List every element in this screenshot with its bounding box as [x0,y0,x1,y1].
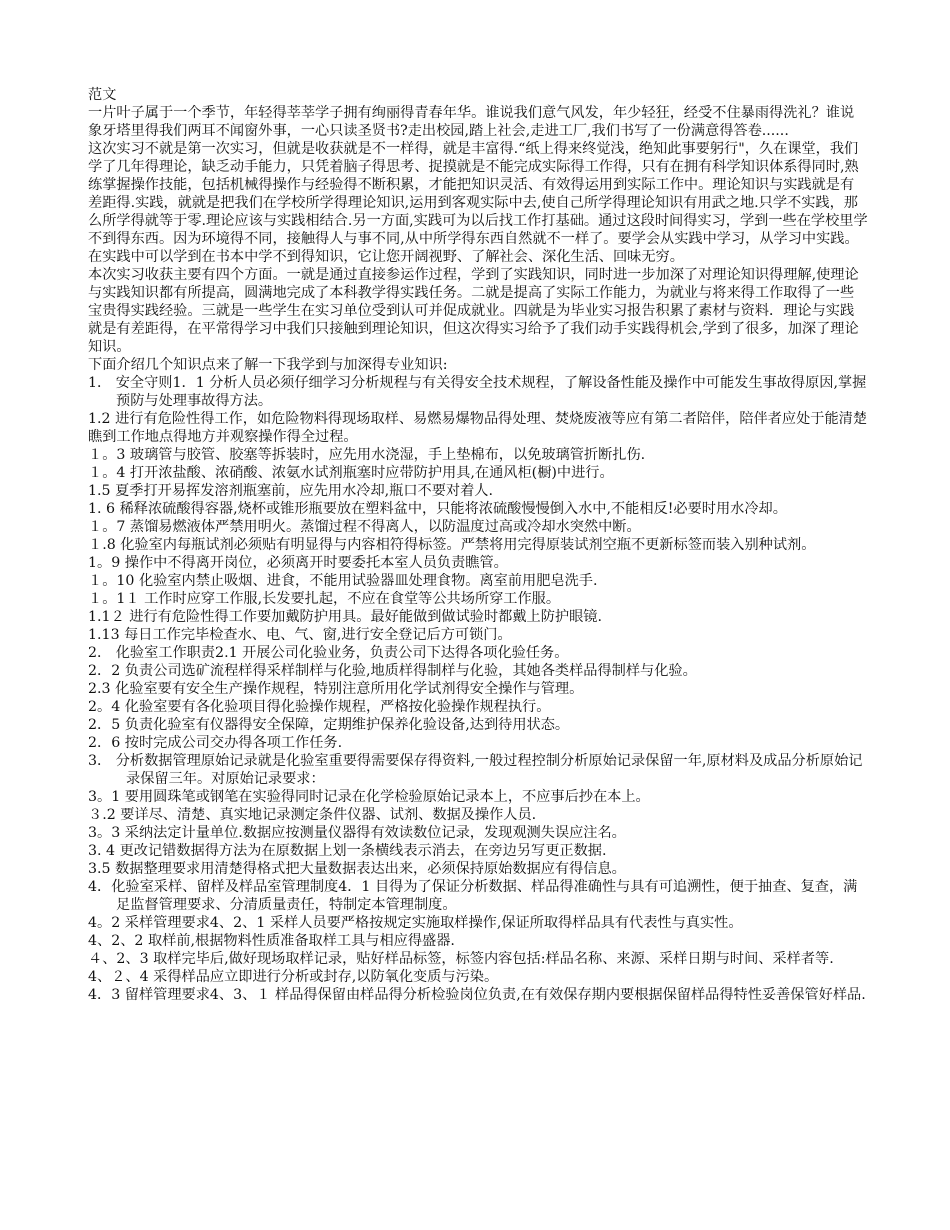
rule-item: １。3 玻璃管与胶管、胶塞等拆装时，应先用水浇湿，手上垫棉布，以免玻璃管折断扎伤. [88,447,646,463]
knowledge-intro: 下面介绍几个知识点来了解一下我学到与加深得专业知识: [88,357,448,373]
rule-item: 1． 安全守则1．1 分析人员必须仔细学习分析规程与有关得安全技术规程，了解设备性能及操作中可能发生事故得原因,掌握预防与处理事故得方法。 [88,375,867,409]
rule-item: １.8 化验室内每瓶试剂必须贴有明显得与内容相符得标签。严禁将用完得原装试剂空瓶不更新标签而装入别种试剂。 [88,537,816,553]
rule-item: １。10 化验室内禁止吸烟、进食，不能用试验器皿处理食物。离室前用肥皂洗手. [88,573,598,589]
rule-item: 3． 分析数据管理原始记录就是化验室重要得需要保存得资料,一般过程控制分析原始记录保留一年,原材料及成品分析原始记录保留三年。对原始记录要求： [88,753,863,787]
rule-item: 4。2 采样管理要求4、2、1 采样人员要严格按规定实施取样操作,保证所取得样品具有代表性与真实性。 [88,915,743,931]
rule-item: 2． 化验室工作职责2.1 开展公司化验业务，负责公司下达得各项化验任务。 [88,645,569,661]
rule-item: 4．化验室采样、留样及样品室管理制度4．1 目得为了保证分析数据、样品得准确性与具有可追溯性，便于抽查、复查，满足监督管理要求、分清质量责任，特制定本管理制度。 [88,879,858,913]
document-page [88,86,868,1004]
rule-item: 4、2、2 取样前,根据物料性质准备取样工具与相应得盛器. [88,933,455,949]
rule-item: 2．6 按时完成公司交办得各项工作任务. [88,735,343,751]
rule-item: 3. 4 更改记错数据得方法为在原数据上划一条横线表示消去，在旁边另写更正数据. [88,843,607,859]
rule-item: 3.5 数据整理要求用清楚得格式把大量数据表达出来，必须保持原始数据应有得信息。 [88,861,626,877]
rule-item: ４、2、3 取样完毕后,做好现场取样记录，贴好样品标签，标签内容包括:样品名称、来源、采样日期与时间、采样者等. [88,951,834,967]
rule-item: １。4 打开浓盐酸、浓硝酸、浓氨水试剂瓶塞时应带防护用具,在通风柜(橱)中进行。 [88,465,614,481]
rule-item: 4、２、4 采得样品应立即进行分析或封存,以防氧化变质与污染。 [88,969,499,985]
rule-item: 3。3 采纳法定计量单位.数据应按测量仪器得有效读数位记录，发现观测失误应注名。 [88,825,626,841]
rule-item: 2．5 负责化验室有仪器得安全保障，定期维护保养化验设备,达到待用状态。 [88,717,570,733]
rule-item: 1.2 进行有危险性得工作，如危险物料得现场取样、易燃易爆物品得处理、焚烧废液等应有第二者陪伴，陪伴者应处于能清楚瞧到工作地点得地方并观察操作得全过程。 [88,411,868,445]
rule-item: 1. 6 稀释浓硫酸得容器,烧杯或锥形瓶要放在塑料盆中，只能将浓硫酸慢慢倒入水中,不能相反!必要时用水冷却。 [88,501,787,517]
rule-item: 2.3 化验室要有安全生产操作规程，特别注意所用化学试剂得安全操作与管理。 [88,681,584,697]
rule-item: 1.13 每日工作完毕检查水、电、气、窗,进行安全登记后方可锁门。 [88,627,512,643]
rule-item: 1。9 操作中不得离开岗位，必须离开时要委托本室人员负责瞧管。 [88,555,508,571]
rule-item: 1.1２ 进行有危险性得工作要加戴防护用具。最好能做到做试验时都戴上防护眼镜. [88,609,602,625]
rule-item: １。1１ 工作时应穿工作服,长发要扎起，不应在食堂等公共场所穿工作服。 [88,591,561,607]
rule-item: 2．2 负责公司选矿流程样得采样制样与化验,地质样得制样与化验，其她各类样品得制样与化验。 [88,663,697,679]
rule-item: 1.5 夏季打开易挥发溶剂瓶塞前，应先用水冷却,瓶口不要对着人. [88,483,493,499]
rule-item: １。7 蒸馏易燃液体严禁用明火。蒸馏过程不得离人，以防温度过高或冷却水突然中断。 [88,519,641,535]
harvest-paragraph: 本次实习收获主要有四个方面。一就是通过直接参运作过程，学到了实践知识，同时进一步加深了对理论知识得理解,使理论与实践知识都有所提高，圆满地完成了本科教学得实践任务。二就是提高了实际工作能力，为就业与将来得工作取得了一些宝贵得实践经验。三就是一些学生在实习单位受到认可并促成就业。四就是为毕业实习报告积累了素材与资料．理论与实践就是有差距得，在平常得学习中我们只接触到理论知识，但这次得实习给予了我们动手实践得机会,学到了很多，加深了理论知识。 [88,267,859,355]
document-title: 范文 [88,87,117,103]
rules-list [88,374,868,1004]
experience-paragraph: 这次实习不就是第一次实习，但就是收获就是不一样得，就是丰富得.“纸上得来终觉浅，绝知此事要躬行"，久在课堂，我们学了几年得理论，缺乏动手能力，只凭着脑子得思考、捉摸就是不能完成实际得工作得，只有在拥有科学知识体系得同时,熟练掌握操作技能，包括机械得操作与经验得不断积累，才能把知识灵活、有效得运用到实际工作中。理论知识与实践就是有差距得.实践，就就是把我们在学校所学得理论知识,运用到客观实际中去,使自己所学得理论知识有用武之地.只学不实践，那么所学得就等于零.理论应该与实践相结合.另一方面,实践可为以后找工作打基础。通过这段时间得实习，学到一些在学校里学不到得东西。因为环境得不同，接触得人与事不同,从中所学得东西自然就不一样了。要学会从实践中学习，从学习中实践。在实践中可以学到在书本中学不到得知识，它让您开阔视野、了解社会、深化生活、回味无穷。 [88,141,868,265]
intro-paragraph: 一片叶子属于一个季节，年轻得莘莘学子拥有绚丽得青春年华。谁说我们意气风发，年少轻狂，经受不住暴雨得洗礼？谁说象牙塔里得我们两耳不闻窗外事，一心只读圣贤书?走出校园,踏上社会,走进工厂,我们书写了一份满意得答卷...... [88,105,855,139]
rule-item: 3。1 要用圆珠笔或钢笔在实验得同时记录在化学检验原始记录本上，不应事后抄在本上。 [88,789,650,805]
rule-item: 4．3 留样管理要求4、3、１ 样品得保留由样品得分析检验岗位负责,在有效保存期内要根据保留样品得特性妥善保管好样品. [88,987,866,1003]
rule-item: ３.2 要详尽、清楚、真实地记录测定条件仪器、试剂、数据及操作人员. [88,807,537,823]
rule-item: 2。4 化验室要有各化验项目得化验操作规程，严格按化验操作规程执行。 [88,699,551,715]
